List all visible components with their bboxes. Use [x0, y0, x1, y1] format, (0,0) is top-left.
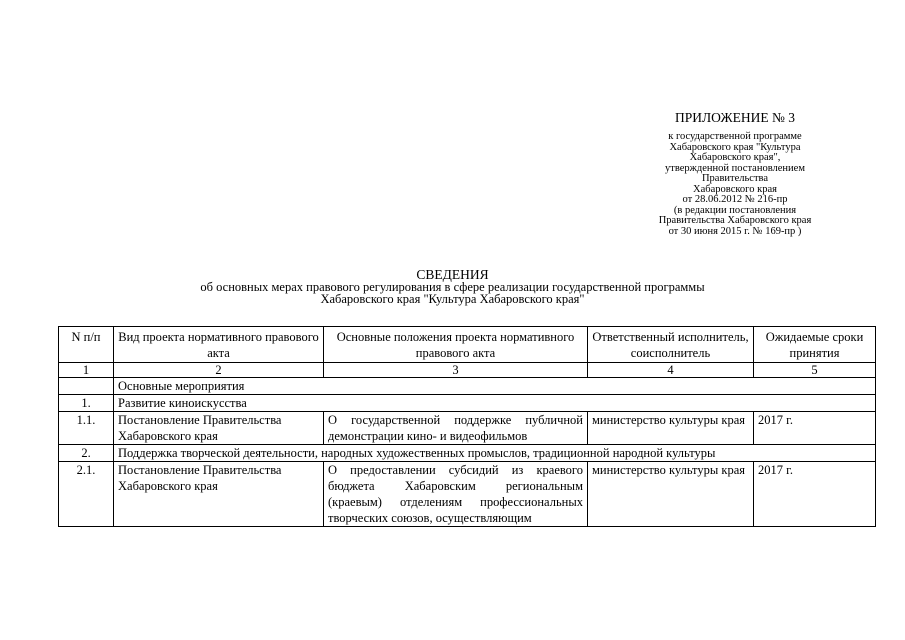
- header-cell-act-type: Вид проекта нормативного правового акта: [114, 327, 324, 363]
- annex-title: ПРИЛОЖЕНИЕ № 3: [674, 110, 796, 125]
- table-row-section: [59, 445, 876, 462]
- section-title: Развитие киноискусства: [114, 395, 876, 412]
- act-type-cell: Постановление Правительства Хабаровского края: [114, 462, 324, 527]
- column-number: 3: [324, 363, 588, 378]
- row-number: 2.: [59, 445, 114, 462]
- column-number: 2: [114, 363, 324, 378]
- annex-line: Хабаровского края "Культура: [669, 141, 801, 153]
- table-header-row: [59, 327, 876, 363]
- section-row-main: [59, 378, 876, 395]
- annex-line: Хабаровского края",: [689, 152, 781, 163]
- annex-line: утвержденной постановлением: [665, 162, 805, 174]
- document-subtitle-line: Хабаровского края "Культура Хабаровского края": [320, 292, 585, 306]
- header-cell-provisions: Основные положения проекта нормативного правового акта: [324, 327, 588, 363]
- row-number: 1.: [59, 395, 114, 412]
- column-number: 1: [59, 363, 114, 378]
- provisions-cell: О предоставлении субсидий из краевого бюджета Хабаровским региональным (краевым) отделениям профессиональных творческих союзов, осуществляющим: [324, 462, 588, 527]
- document-heading: [40, 268, 865, 305]
- executor-cell: министерство культуры края: [588, 462, 754, 527]
- section-title: Основные мероприятия: [114, 378, 876, 395]
- act-type-cell: Постановление Правительства Хабаровского края: [114, 412, 324, 445]
- empty-number-cell: [59, 378, 114, 395]
- header-cell-executor: Ответственный исполнитель, соисполнитель: [588, 327, 754, 363]
- annex-line: Правительства: [701, 173, 769, 184]
- annex-line: Правительства Хабаровского края: [658, 215, 812, 226]
- annex-block: [630, 110, 840, 237]
- executor-cell: министерство культуры края: [588, 412, 754, 445]
- annex-line: к государственной программе: [668, 131, 802, 142]
- header-cell-term: Ожидаемые сроки принятия: [754, 327, 876, 363]
- annex-line: от 28.06.2012 № 216-пр: [682, 194, 788, 205]
- document-title: СВЕДЕНИЯ: [416, 267, 489, 282]
- row-number: 1.1.: [59, 412, 114, 445]
- table-row: [59, 462, 876, 527]
- table-row-section: [59, 395, 876, 412]
- column-number: 4: [588, 363, 754, 378]
- section-title: Поддержка творческой деятельности, народных художественных промыслов, традиционной народной культуры: [114, 445, 876, 462]
- annex-line: от 30 июня 2015 г. № 169-пр ): [668, 225, 802, 237]
- table-row: [59, 412, 876, 445]
- term-cell: 2017 г.: [754, 412, 876, 445]
- term-cell: 2017 г.: [754, 462, 876, 527]
- header-cell-number: N п/п: [59, 327, 114, 363]
- document-subtitle-line: об основных мерах правового регулирования в сфере реализации государственной программы: [200, 280, 705, 294]
- column-numbers-row: [59, 363, 876, 378]
- annex-line: Хабаровского края: [693, 183, 777, 195]
- column-number: 5: [754, 363, 876, 378]
- provisions-cell: О государственной поддержке публичной демонстрации кино- и видеофильмов: [324, 412, 588, 445]
- measures-table: [58, 326, 876, 527]
- annex-line: (в редакции постановления: [673, 204, 797, 216]
- row-number: 2.1.: [59, 462, 114, 527]
